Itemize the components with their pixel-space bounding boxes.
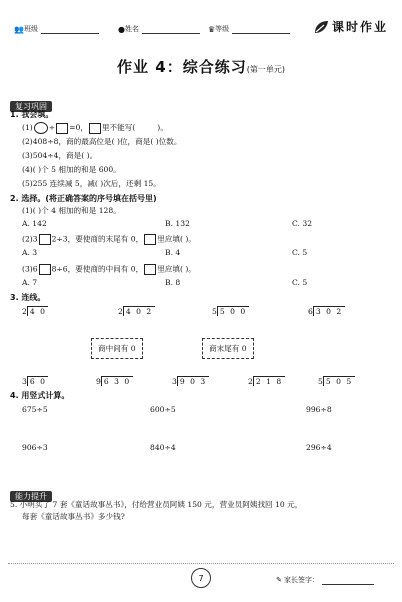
q3-top-division[interactable]: 6 3 0 2: [308, 307, 343, 316]
answer-box[interactable]: [56, 123, 68, 134]
q2-item2: [22, 234, 196, 245]
q4-problem: 600÷5: [150, 405, 176, 414]
name-input[interactable]: [142, 24, 200, 34]
q2-item3: [22, 264, 196, 275]
q3-label-middle-zero[interactable]: 商中间有 0: [91, 338, 143, 359]
people-icon: 👥: [14, 24, 24, 34]
answer-box[interactable]: [39, 234, 51, 245]
q1-item3: (3)504÷4，商是( )。: [22, 151, 98, 160]
title-main: 作业 4：综合练习: [117, 58, 247, 76]
q4-problem: 296÷4: [306, 443, 332, 452]
q2-item3-option-b[interactable]: B. 8: [165, 278, 181, 287]
name-label: 姓名: [124, 25, 139, 33]
brand-text: 课时作业: [331, 20, 388, 34]
answer-box[interactable]: [39, 264, 51, 275]
name-field: [118, 24, 200, 34]
q4-problem: 675÷5: [22, 405, 48, 414]
q5-text-line2: 每套《童话故事丛书》多少钱?: [22, 512, 125, 521]
leaf-icon: [313, 19, 329, 35]
page-number: 7: [191, 568, 211, 588]
q2-item1: (1)( )个 4 相加的和是 128。: [22, 206, 121, 215]
q2-item3-b: 8÷6，要使商的中间有 0，: [51, 264, 144, 274]
q1-item1: [22, 122, 168, 134]
class-label: 班级: [23, 25, 38, 33]
q1-item1-num: (1): [22, 123, 33, 132]
class-field: [14, 24, 99, 34]
q1-item4: (4)( )个 5 相加的和是 600。: [22, 165, 121, 174]
q3-bottom-division[interactable]: 2 2 1 8: [248, 377, 283, 386]
q1-heading: 1. 我会填。: [10, 110, 54, 119]
section-review-label: 复习巩固: [10, 101, 52, 112]
q4-problem: 906÷3: [22, 443, 48, 452]
answer-box[interactable]: [89, 123, 101, 134]
q5-text-line1: 5. 小明买了 7 套《童话故事丛书》，付给营业员阿姨 150 元，营业员阿姨找回 10 元，: [10, 500, 303, 509]
q3-top-division[interactable]: 5 5 0 0: [212, 307, 247, 316]
q3-label-end-zero[interactable]: 商末尾有 0: [202, 338, 254, 359]
footer-divider: [8, 563, 394, 564]
q3-top-division[interactable]: 2 4 0: [22, 307, 47, 316]
q2-item1-option-c[interactable]: C. 32: [292, 219, 313, 228]
q1-item1-eq: =0，: [69, 123, 88, 132]
q1-item1-div: ÷: [48, 123, 56, 132]
q4-heading: 4. 用竖式计算。: [10, 391, 70, 400]
q2-item1-option-a[interactable]: A. 142: [22, 219, 47, 228]
signature-label: 家长签字：: [284, 576, 319, 584]
q2-item3-option-c[interactable]: C. 5: [292, 278, 308, 287]
q2-item3-option-a[interactable]: A. 7: [22, 278, 38, 287]
signature-input[interactable]: [322, 575, 374, 585]
q2-item2-a: (2)3: [22, 234, 38, 244]
q2-item2-option-b[interactable]: B. 4: [165, 248, 181, 257]
q3-top-division[interactable]: 2 4 0 2: [118, 307, 153, 316]
header: [0, 18, 402, 42]
page-title: [0, 56, 402, 77]
section-ability-label: 能力提升: [10, 491, 52, 502]
answer-circle[interactable]: [34, 122, 48, 134]
q4-problem: 996÷8: [306, 405, 332, 414]
q2-heading: 2. 选择。(将正确答案的序号填在括号里): [10, 194, 157, 203]
answer-box[interactable]: [144, 234, 156, 245]
title-sub: (第一单元): [246, 65, 285, 74]
q2-item2-c: 里应填( )。: [157, 234, 196, 244]
q4-problem: 840÷4: [150, 443, 176, 452]
q1-item2: (2)408÷8，商的最高位是( )位，商是( )位数。: [22, 137, 182, 146]
q2-item2-option-c[interactable]: C. 5: [292, 248, 308, 257]
brand-logo: [313, 18, 388, 35]
q2-item2-option-a[interactable]: A. 3: [22, 248, 38, 257]
grade-field: [208, 24, 290, 34]
answer-box[interactable]: [144, 264, 156, 275]
q3-bottom-division[interactable]: 3 9 0 3: [172, 377, 207, 386]
class-input[interactable]: [41, 24, 99, 34]
q3-bottom-division[interactable]: 3 6 0: [22, 377, 47, 386]
q2-item3-a: (3)6: [22, 264, 38, 274]
q2-item2-b: 2÷3，要使商的末尾有 0，: [51, 234, 144, 244]
grade-label: 等级: [215, 25, 230, 33]
q2-item3-c: 里应填( )。: [157, 264, 196, 274]
medal-icon: ♛: [208, 24, 216, 34]
q1-item1-text: 里不能写(: [101, 123, 136, 132]
q3-bottom-division[interactable]: 9 6 3 0: [96, 377, 131, 386]
q1-item5: (5)255 连续减 5，减( )次后，还剩 15。: [22, 179, 161, 188]
q2-item1-option-b[interactable]: B. 132: [165, 219, 190, 228]
pen-icon: ✎: [276, 576, 282, 584]
q1-item1-end: )。: [157, 123, 168, 132]
q3-heading: 3. 连线。: [10, 293, 46, 302]
parent-signature: [276, 575, 374, 585]
person-icon: ●: [118, 24, 125, 34]
q3-bottom-division[interactable]: 5 5 0 5: [318, 377, 353, 386]
grade-input[interactable]: [232, 24, 290, 34]
